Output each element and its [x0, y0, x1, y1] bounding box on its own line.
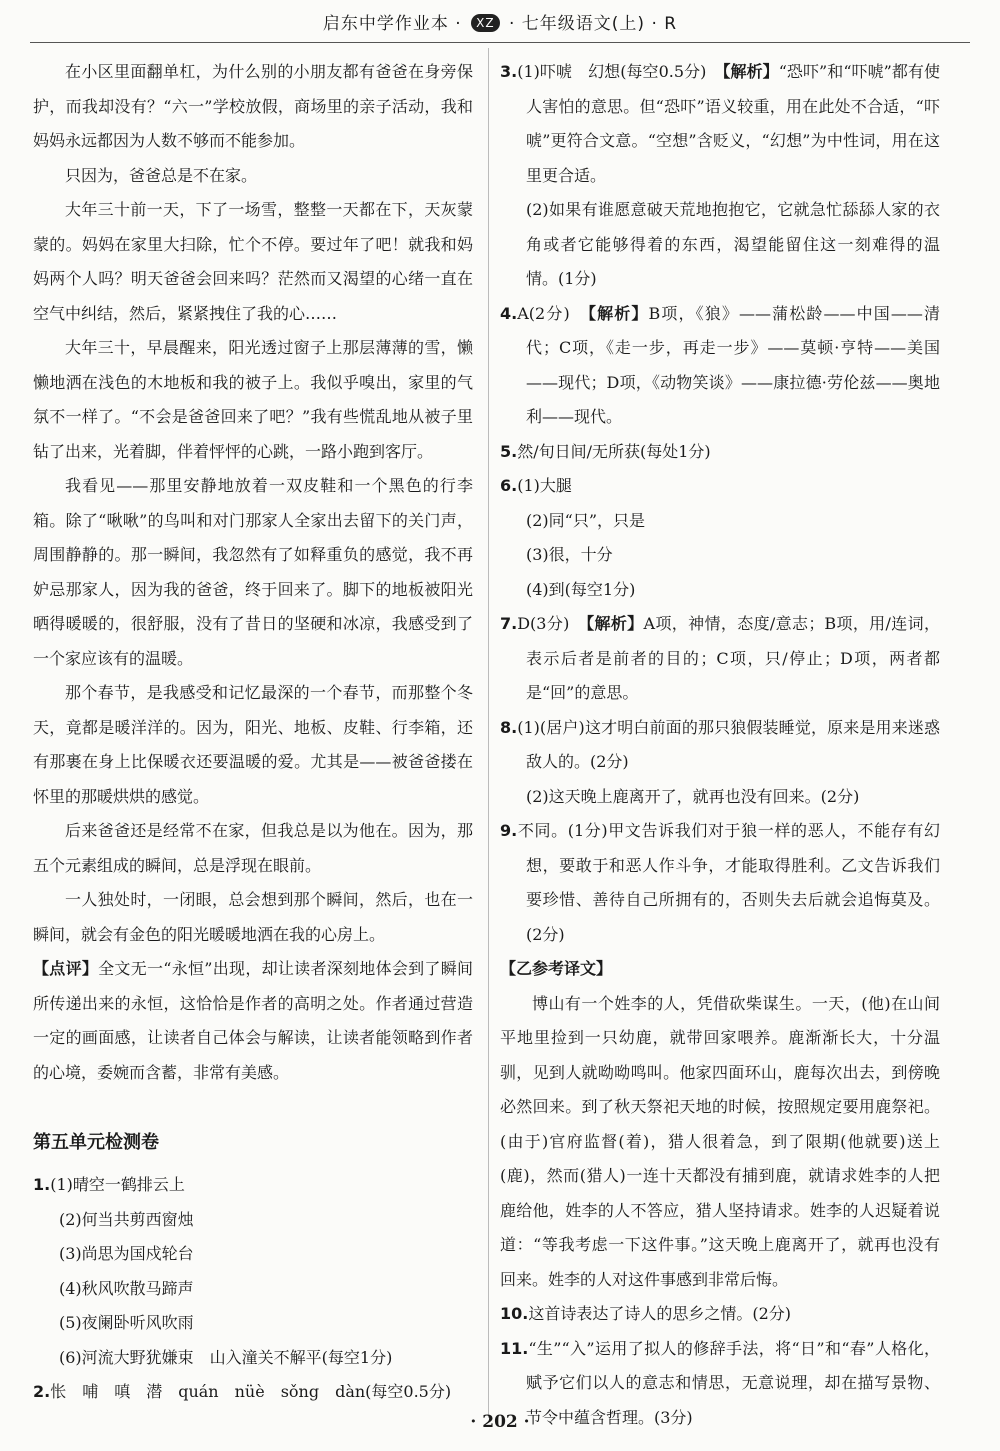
- answer-4: [500, 297, 940, 435]
- answer-line: (2)这天晚上鹿离开了，就再也没有回来。(2分): [526, 786, 860, 806]
- comment-paragraph: [33, 952, 473, 1090]
- essay-paragraph: 那个春节，是我感受和记忆最深的一个春节，而那整个冬天，竟都是暖洋洋的。因为，阳光、地板、皮鞋、行李箱，还有那裹在身上比保暖衣还要温暖的爱。尤其是——被爸爸搂在怀里的那暖烘烘的感觉。: [33, 683, 473, 806]
- answer-line: (2)何当共剪西窗烛: [59, 1209, 194, 1229]
- comment-tag: 【点评】: [33, 959, 99, 978]
- answer-line: (3)尚思为国戍轮台: [59, 1244, 194, 1263]
- answer-text: 然/旬日间/无所获(每处1分): [517, 441, 711, 461]
- answer-text: (1)吓唬 幻想(每空0.5分): [517, 62, 723, 81]
- question-number: 4.: [500, 303, 518, 323]
- analysis-tag: 【解析】: [587, 303, 649, 323]
- answer-line: (1)晴空一鹤排云上: [50, 1175, 185, 1194]
- essay-paragraph: 在小区里面翻单杠，为什么别的小朋友都有爸爸在身旁保护，而我却没有？“六一”学校放假，商场里的亲子活动，我和妈妈永远都因为人数不够而不能参加。: [33, 62, 473, 150]
- left-column: [33, 55, 473, 1410]
- answer-line: (3)很，十分: [526, 545, 613, 564]
- answer-text: 怅 哺 嗔 潜 quán nüè sǒng dàn(每空0.5分): [50, 1382, 452, 1401]
- column-divider: [488, 48, 489, 1418]
- question-number: 11.: [500, 1338, 529, 1358]
- answer-line: (2)同“只”，只是: [526, 510, 646, 530]
- question-number: 9.: [500, 821, 518, 840]
- essay-paragraph: 大年三十前一天，下了一场雪，整整一天都在下，天灰蒙蒙的。妈妈在家里大扫除，忙个不停。要过年了吧！就我和妈妈两个人吗？明天爸爸会回来吗？茫然而又渴望的心绪一直在空气中纠结，然后，紧紧拽住了我的心……: [33, 200, 473, 323]
- subject-title: 七年级语文(上): [521, 14, 646, 34]
- answer-line: (6)河流大野犹嫌束 山入潼关不解平(每空1分): [59, 1347, 393, 1367]
- page-number: · 202 ·: [470, 1412, 530, 1432]
- answer-1: [33, 1168, 473, 1203]
- answer-6: [500, 469, 940, 504]
- comment-text: 全文无一“永恒”出现，却让读者深刻地体会到了瞬间所传递出来的永恒，这恰恰是作者的高明之处。作者通过营造一定的画面感，让读者自己体会与解读，让读者能领略到作者的心境，委婉而含蓄，非常有美感。: [33, 959, 473, 1082]
- answer-line: (4)到(每空1分): [526, 579, 636, 599]
- answer-line: (4)秋风吹散马蹄声: [59, 1278, 194, 1298]
- question-number: 1.: [33, 1175, 51, 1194]
- answer-8: [500, 711, 940, 780]
- answer-5: [500, 435, 940, 470]
- page-header: 启东中学作业本 · XZ · 七年级语文(上) · R: [30, 8, 970, 43]
- essay-paragraph: 大年三十，早晨醒来，阳光透过窗子上那层薄薄的雪，懒懒地洒在浅色的木地板和我的被子上。我似乎嗅出，家里的气氛不一样了。“不会是爸爸回来了吧？”我有些慌乱地从被子里钻了出来，光着脚，伴着怦怦的心跳，一路小跑到客厅。: [33, 338, 473, 461]
- essay-paragraph: 后来爸爸还是经常不在家，但我总是以为他在。因为，那五个元素组成的瞬间，总是浮现在眼前。: [33, 821, 473, 875]
- question-number: 6.: [500, 476, 518, 495]
- analysis-tag: 【解析】: [586, 614, 644, 633]
- analysis-tag: 【解析】: [722, 62, 779, 81]
- answer-text: “生”“入”运用了拟人的修辞手法，将“日”和“春”人格化，赋予它们以人的意志和情思，无意说理，却在描写景物、节令中蕴含哲理。(3分): [526, 1338, 940, 1427]
- answer-text: 这首诗表达了诗人的思乡之情。(2分): [528, 1304, 792, 1323]
- answer-text: (1)(居户)这才明白前面的那只狼假装睡觉，原来是用来迷惑敌人的。(2分): [517, 717, 940, 771]
- book-title: 启东中学作业本: [322, 14, 449, 34]
- answer-text: B项，《狼》——蒲松龄——中国——清代；C项，《走一步，再走一步》——莫顿·亨特——美国——现代；D项，《动物笑谈》——康拉德·劳伦兹——奥地利——现代。: [526, 303, 940, 426]
- answer-line: (5)夜阑卧听风吹雨: [59, 1313, 194, 1332]
- question-number: 3.: [500, 62, 518, 81]
- answer-text: D(3分): [517, 614, 587, 633]
- question-number: 5.: [500, 441, 518, 461]
- essay-paragraph: 只因为，爸爸总是不在家。: [65, 165, 258, 185]
- answer-7: [500, 607, 940, 711]
- question-number: 8.: [500, 717, 518, 737]
- translation-title: [500, 952, 940, 987]
- answer-10: [500, 1297, 940, 1332]
- right-column: [500, 55, 940, 1435]
- answer-text: A(2分): [517, 303, 588, 323]
- question-number: 10.: [500, 1304, 529, 1323]
- essay-paragraph: 一人独处时，一闭眼，总会想到那个瞬间，然后，也在一瞬间，就会有金色的阳光暖暖地洒在我的心房上。: [33, 890, 473, 944]
- answer-text: 不同。(1分)甲文告诉我们对于狼一样的恶人，不能存有幻想，要敢于和恶人作斗争，才能取得胜利。乙文告诉我们要珍惜、善待自己所拥有的，否则失去后就会追悔莫及。(2分): [517, 821, 940, 944]
- translation-tag: 【乙参考译文】: [500, 959, 613, 978]
- answer-text: A项，神情，态度/意志；B项，用/连词，表示后者是前者的目的；C项，只/停止；D项，两者都是“回”的意思。: [526, 614, 940, 702]
- xz-badge: XZ: [471, 14, 499, 32]
- edition-mark: R: [664, 14, 678, 34]
- translation-text: 博山有一个姓李的人，凭借砍柴谋生。一天，(他)在山间平地里捡到一只幼鹿，就带回家喂养。鹿渐渐长大，十分温驯，见到人就呦呦鸣叫。他家四面环山，鹿每次出去，到傍晚必然回来。到了秋天祭祀天地的时候，按照规定要用鹿祭祀。(由于)官府监督(着)，猎人很着急，到了限期(他就要)送上(鹿)，然而(猎人)一连十天都没有捕到鹿，就请求姓李的人把鹿给他，姓李的人不答应，猎人坚持请求。姓李的人迟疑着说道：“等我考虑一下这件事。”这天晚上鹿离开了，就再也没有回来。姓李的人对这件事感到非常后悔。: [500, 993, 940, 1289]
- answer-text: (1)大腿: [517, 476, 572, 495]
- answer-3: [500, 55, 940, 193]
- answer-line: (2)如果有谁愿意破天荒地抱抱它，它就急忙舔舔人家的衣角或者它能够得着的东西，渴望能留住这一刻难得的温情。(1分): [526, 200, 940, 288]
- question-number: 7.: [500, 614, 518, 633]
- answer-text: “恐吓”和“吓唬”都有使人害怕的意思。但“恐吓”语义较重，用在此处不合适，“吓唬”更符合文意。“空想”含贬义，“幻想”为中性词，用在这里更合适。: [526, 62, 940, 185]
- answer-2: [33, 1375, 473, 1410]
- answer-9: [500, 814, 940, 952]
- essay-paragraph: 我看见——那里安静地放着一双皮鞋和一个黑色的行李箱。除了“啾啾”的鸟叫和对门那家人全家出去留下的关门声，周围静静的。那一瞬间，我忽然有了如释重负的感觉，我不再妒忌那家人，因为我的爸爸，终于回来了。脚下的地板被阳光晒得暖暖的，很舒服，没有了昔日的坚硬和冰凉，我感受到了一个家应该有的温暖。: [33, 476, 473, 668]
- question-number: 2.: [33, 1382, 51, 1401]
- section-title: 第五单元检测卷: [33, 1132, 159, 1153]
